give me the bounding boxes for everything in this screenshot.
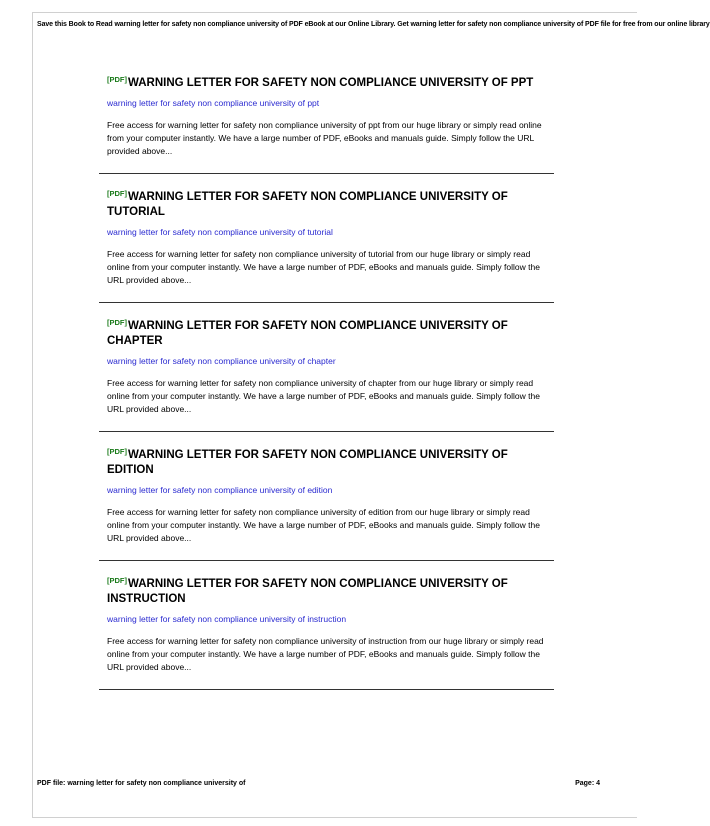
- pdf-tag: [PDF]: [107, 75, 127, 84]
- entry-title-text: WARNING LETTER FOR SAFETY NON COMPLIANCE UNIVERSITY OF TUTORIAL: [107, 191, 508, 218]
- footer-page-number: Page: 4: [575, 780, 600, 787]
- entry-title-text: WARNING LETTER FOR SAFETY NON COMPLIANCE UNIVERSITY OF CHAPTER: [107, 320, 508, 347]
- top-banner: Save this Book to Read warning letter for safety non compliance university of PDF eBook at our Online Library. Get warning letter for safety non compliance university of PDF file for free from our online library: [37, 21, 710, 28]
- pdf-tag: [PDF]: [107, 576, 127, 585]
- entry-description: Free access for warning letter for safety non compliance university of tutorial from our huge library or simply read online from your computer instantly. We have a large number of PDF, eBooks and manuals guide. Simply follow the URL provided above...: [107, 249, 540, 285]
- entry-link[interactable]: warning letter for safety non compliance university of tutorial: [107, 227, 333, 237]
- list-item: [107, 303, 554, 432]
- entry-title-text: WARNING LETTER FOR SAFETY NON COMPLIANCE UNIVERSITY OF PPT: [128, 77, 534, 89]
- entry-title: [107, 444, 554, 478]
- entry-description: Free access for warning letter for safety non compliance university of edition from our huge library or simply read online from your computer instantly. We have a large number of PDF, eBooks and manuals guide. Simply follow the URL provided above...: [107, 507, 540, 543]
- list-item: [107, 60, 554, 174]
- pdf-tag: [PDF]: [107, 447, 127, 456]
- footer-file-label: PDF file: warning letter for safety non compliance university of: [37, 780, 246, 787]
- list-item: [107, 174, 554, 303]
- entry-link[interactable]: warning letter for safety non compliance university of chapter: [107, 356, 336, 366]
- entry-title: [107, 573, 554, 607]
- entry-description: Free access for warning letter for safety non compliance university of ppt from our huge library or simply read online from your computer instantly. We have a large number of PDF, eBooks and manuals guide. Simply follow the URL provided above...: [107, 120, 542, 156]
- entry-link[interactable]: warning letter for safety non compliance university of edition: [107, 485, 333, 495]
- entry-title: [107, 72, 554, 91]
- pdf-tag: [PDF]: [107, 189, 127, 198]
- divider: [99, 689, 554, 690]
- pdf-tag: [PDF]: [107, 318, 127, 327]
- entry-link[interactable]: warning letter for safety non compliance university of instruction: [107, 614, 347, 624]
- list-item: [107, 432, 554, 561]
- list-item: [107, 561, 554, 690]
- entry-list: [107, 60, 554, 690]
- entry-title: [107, 186, 554, 220]
- entry-description: Free access for warning letter for safety non compliance university of chapter from our huge library or simply read online from your computer instantly. We have a large number of PDF, eBooks and manuals guide. Simply follow the URL provided above...: [107, 378, 540, 414]
- entry-link[interactable]: warning letter for safety non compliance university of ppt: [107, 98, 320, 108]
- entry-title-text: WARNING LETTER FOR SAFETY NON COMPLIANCE UNIVERSITY OF EDITION: [107, 449, 508, 476]
- entry-description: Free access for warning letter for safety non compliance university of instruction from our huge library or simply read online from your computer instantly. We have a large number of PDF, eBooks and manuals guide. Simply follow the URL provided above...: [107, 636, 544, 672]
- entry-title: [107, 315, 554, 349]
- entry-title-text: WARNING LETTER FOR SAFETY NON COMPLIANCE UNIVERSITY OF INSTRUCTION: [107, 578, 508, 605]
